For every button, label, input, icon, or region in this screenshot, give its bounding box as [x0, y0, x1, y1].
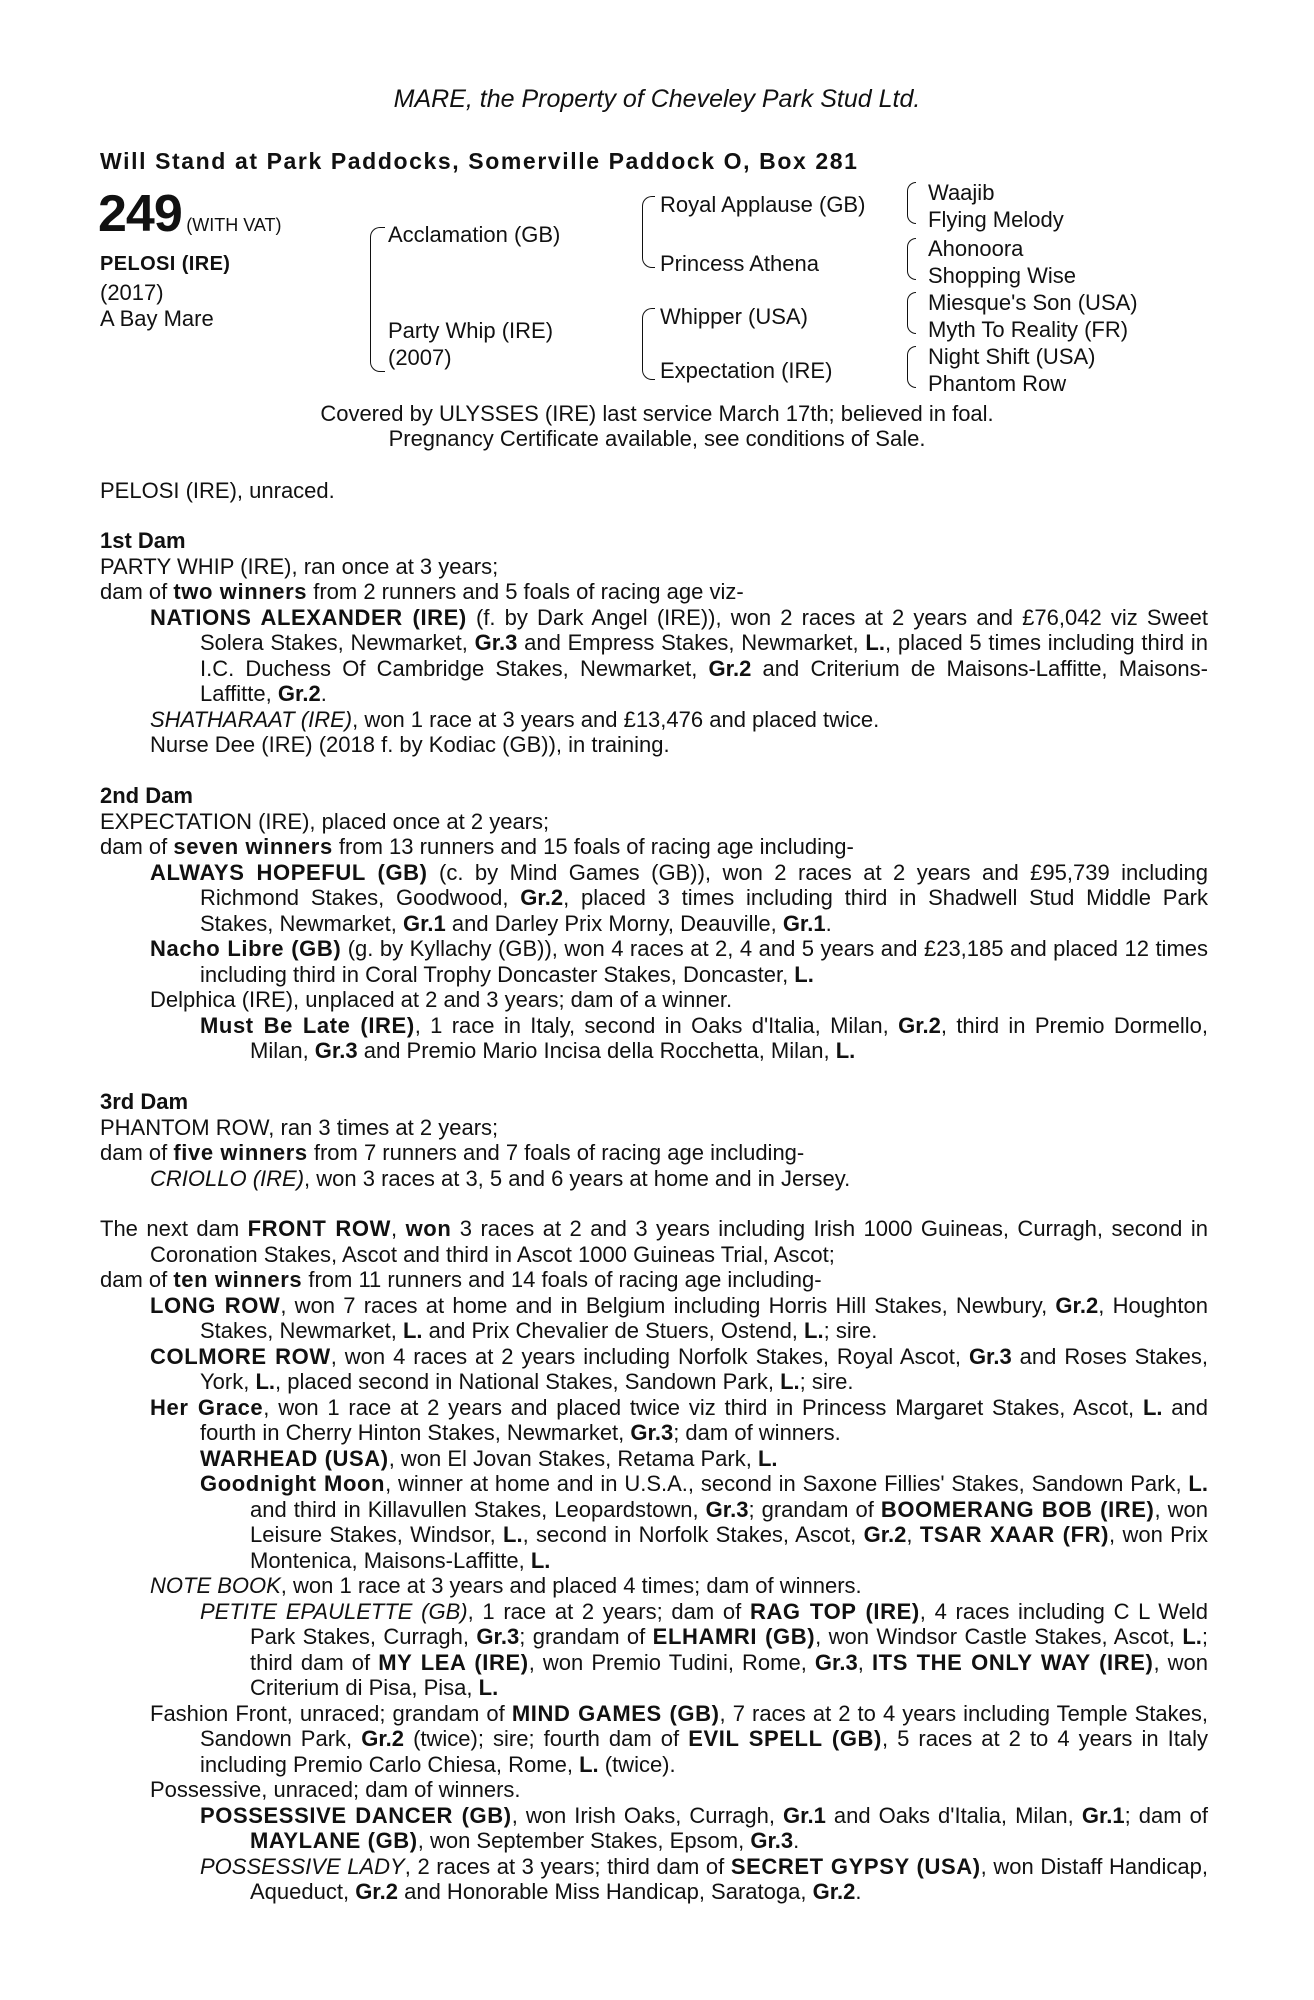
horse-name: PELOSI (IRE) [100, 253, 231, 275]
vat-note: (WITH VAT) [186, 215, 282, 235]
offspring-entry: Delphica (IRE), unplaced at 2 and 3 years; dam of a winner. [150, 987, 733, 1012]
offspring-entry: Must Be Late (IRE), 1 race in Italy, second in Oaks d'Italia, Milan, Gr.2, third in Premio Dormello, Milan, Gr.3 and Premio Mario Incisa della Rocchetta, Milan, L. [200, 1012, 1208, 1063]
unraced-note: PELOSI (IRE), unraced. [100, 478, 335, 503]
pedigree-bracket-main [370, 227, 385, 372]
lot-number-block [98, 185, 282, 243]
pedigree-gs1: Royal Applause (GB) [660, 192, 866, 217]
offspring-entry: COLMORE ROW, won 4 races at 2 years including Norfolk Stakes, Royal Ascot, Gr.3 and Roses Stakes, York, L., placed second in National Stakes, Sandown Park, L.; sire. [150, 1343, 1208, 1394]
second-dam-section [100, 783, 1208, 1064]
offspring-entry: POSSESSIVE LADY, 2 races at 3 years; third dam of SECRET GYPSY (USA), won Distaff Handicap, Aqueduct, Gr.2 and Honorable Miss Handicap, Saratoga, Gr.2. [200, 1853, 1209, 1904]
third-dam-line: PHANTOM ROW, ran 3 times at 2 years; [100, 1114, 499, 1140]
pedigree-gs2: Princess Athena [660, 251, 819, 276]
offspring-entry: SHATHARAAT (IRE), won 1 race at 3 years and £13,476 and placed twice. [150, 706, 880, 732]
first-dam-heading: 1st Dam [100, 528, 186, 553]
offspring-entry: WARHEAD (USA), won El Jovan Stakes, Retama Park, L. [200, 1445, 778, 1471]
horse-description: A Bay Mare [100, 306, 214, 331]
next-dam-line: The next dam FRONT ROW, won 3 races at 2 and 3 years including Irish 1000 Guineas, Curragh, second in Coronation Stakes, Ascot and third in Ascot 1000 Guineas Trial, Ascot; [100, 1216, 1208, 1267]
second-dam-produce-line: dam of seven winners from 13 runners and 15 foals of racing age including- [100, 834, 854, 859]
pedigree-dam: Party Whip (IRE) [388, 318, 554, 343]
lot-number: 249 [98, 185, 182, 243]
first-dam-line: PARTY WHIP (IRE), ran once at 3 years; [100, 553, 499, 579]
first-dam-section [100, 528, 1208, 758]
pedigree-ggs5: Miesque's Son (USA) [928, 290, 1138, 315]
pedigree-dam-year: (2007) [388, 345, 452, 370]
offspring-entry: NATIONS ALEXANDER (IRE) (f. by Dark Angel (IRE)), won 2 races at 2 years and £76,042 viz Sweet Solera Stakes, Newmarket, Gr.3 and Empress Stakes, Newmarket, L., placed 5 times including third in I.C. Duchess Of Cambridge Stakes, Newmarket, Gr.2 and Criterium de Maisons-Laffitte, Maisons-Laffitte, Gr.2. [150, 604, 1209, 706]
pedigree-bracket-dam [642, 308, 655, 380]
second-dam-line: EXPECTATION (IRE), placed once at 2 years; [100, 808, 550, 834]
offspring-entry: ALWAYS HOPEFUL (GB) (c. by Mind Games (GB)), won 2 races at 2 years and £95,739 including Richmond Stakes, Goodwood, Gr.2, placed 3 times including third in Shadwell Stud Middle Park Stakes, Newmarket, Gr.1 and Darley Prix Morny, Deauville, Gr.1. [150, 859, 1209, 936]
offspring-entry: PETITE EPAULETTE (GB), 1 race at 2 years; dam of RAG TOP (IRE), 4 races including C L Weld Park Stakes, Curragh, Gr.3; grandam of ELHAMRI (GB), won Windsor Castle Stakes, Ascot, L.; third dam of MY LEA (IRE), won Premio Tudini, Rome, Gr.3, ITS THE ONLY WAY (IRE), won Criterium di Pisa, Pisa, L. [200, 1598, 1208, 1700]
offspring-entry: Her Grace, won 1 race at 2 years and placed twice viz third in Princess Margaret Stakes, Ascot, L. and fourth in Cherry Hinton Stakes, Newmarket, Gr.3; dam of winners. [150, 1394, 1209, 1445]
next-dam-section [100, 1216, 1208, 1905]
first-dam-produce-line: dam of two winners from 2 runners and 5 foals of racing age viz- [100, 579, 744, 604]
pedigree-ggs7: Night Shift (USA) [928, 344, 1096, 369]
offspring-entry: POSSESSIVE DANCER (GB), won Irish Oaks, Curragh, Gr.1 and Oaks d'Italia, Milan, Gr.1; dam of MAYLANE (GB), won September Stakes, Epsom, Gr.3. [200, 1802, 1208, 1853]
pedigree-bracket-g3 [907, 292, 916, 334]
offspring-entry: NOTE BOOK, won 1 race at 3 years and placed 4 times; dam of winners. [150, 1573, 862, 1598]
offspring-entry: Nurse Dee (IRE) (2018 f. by Kodiac (GB)), in training. [150, 732, 670, 757]
offspring-entry: Goodnight Moon, winner at home and in U.S.A., second in Saxone Fillies' Stakes, Sandown Park, L. and third in Killavullen Stakes, Leopardstown, Gr.3; grandam of BOOMERANG BOB (IRE), won Leisure Stakes, Windsor, L., second in Norfolk Stakes, Ascot, Gr.2, TSAR XAAR (FR), won Prix Montenica, Maisons-Laffitte, L. [200, 1471, 1208, 1573]
pedigree-ggs6: Myth To Reality (FR) [928, 317, 1129, 342]
pedigree-bracket-g4 [907, 346, 916, 388]
horse-year: (2017) [100, 280, 164, 305]
covered-note: Covered by ULYSSES (IRE) last service March 17th; believed in foal. [320, 401, 994, 426]
third-dam-section [100, 1089, 1208, 1191]
pedigree-gs4: Expectation (IRE) [660, 358, 833, 383]
catalogue-title: MARE, the Property of Cheveley Park Stud Ltd. [393, 85, 921, 113]
offspring-entry: Possessive, unraced; dam of winners. [150, 1777, 521, 1802]
stand-location: Will Stand at Park Paddocks, Somerville Paddock O, Box 281 [100, 148, 859, 174]
pedigree-ggs1: Waajib [928, 180, 995, 205]
next-dam-produce-line: dam of ten winners from 11 runners and 14 foals of racing age including- [100, 1267, 822, 1292]
pedigree-ggs8: Phantom Row [928, 371, 1067, 396]
pedigree-sire: Acclamation (GB) [388, 222, 561, 247]
third-dam-produce-line: dam of five winners from 7 runners and 7 foals of racing age including- [100, 1140, 805, 1165]
pregnancy-certificate-note: Pregnancy Certificate available, see conditions of Sale. [388, 426, 926, 451]
offspring-entry: Nacho Libre (GB) (g. by Kyllachy (GB)), won 4 races at 2, 4 and 5 years and £23,185 and placed 12 times including third in Coral Trophy Doncaster Stakes, Doncaster, L. [150, 936, 1209, 987]
second-dam-heading: 2nd Dam [100, 783, 193, 808]
pedigree-ggs2: Flying Melody [928, 207, 1064, 232]
pedigree-bracket-g2 [907, 238, 916, 280]
offspring-entry: CRIOLLO (IRE), won 3 races at 3, 5 and 6 years at home and in Jersey. [150, 1165, 851, 1191]
offspring-entry: LONG ROW, won 7 races at home and in Belgium including Horris Hill Stakes, Newbury, Gr.2, Houghton Stakes, Newmarket, L. and Prix Chevalier de Stuers, Ostend, L.; sire. [150, 1292, 1208, 1343]
pedigree-gs3: Whipper (USA) [660, 304, 808, 329]
offspring-entry: Fashion Front, unraced; grandam of MIND GAMES (GB), 7 races at 2 to 4 years including Temple Stakes, Sandown Park, Gr.2 (twice); sire; fourth dam of EVIL SPELL (GB), 5 races at 2 to 4 years in Italy including Premio Carlo Chiesa, Rome, L. (twice). [150, 1700, 1209, 1777]
pedigree-bracket-g1 [907, 182, 916, 224]
pedigree-ggs3: Ahonoora [928, 236, 1024, 261]
pedigree-bracket-sire [642, 196, 655, 268]
pedigree-ggs4: Shopping Wise [928, 263, 1076, 288]
third-dam-heading: 3rd Dam [100, 1089, 189, 1114]
